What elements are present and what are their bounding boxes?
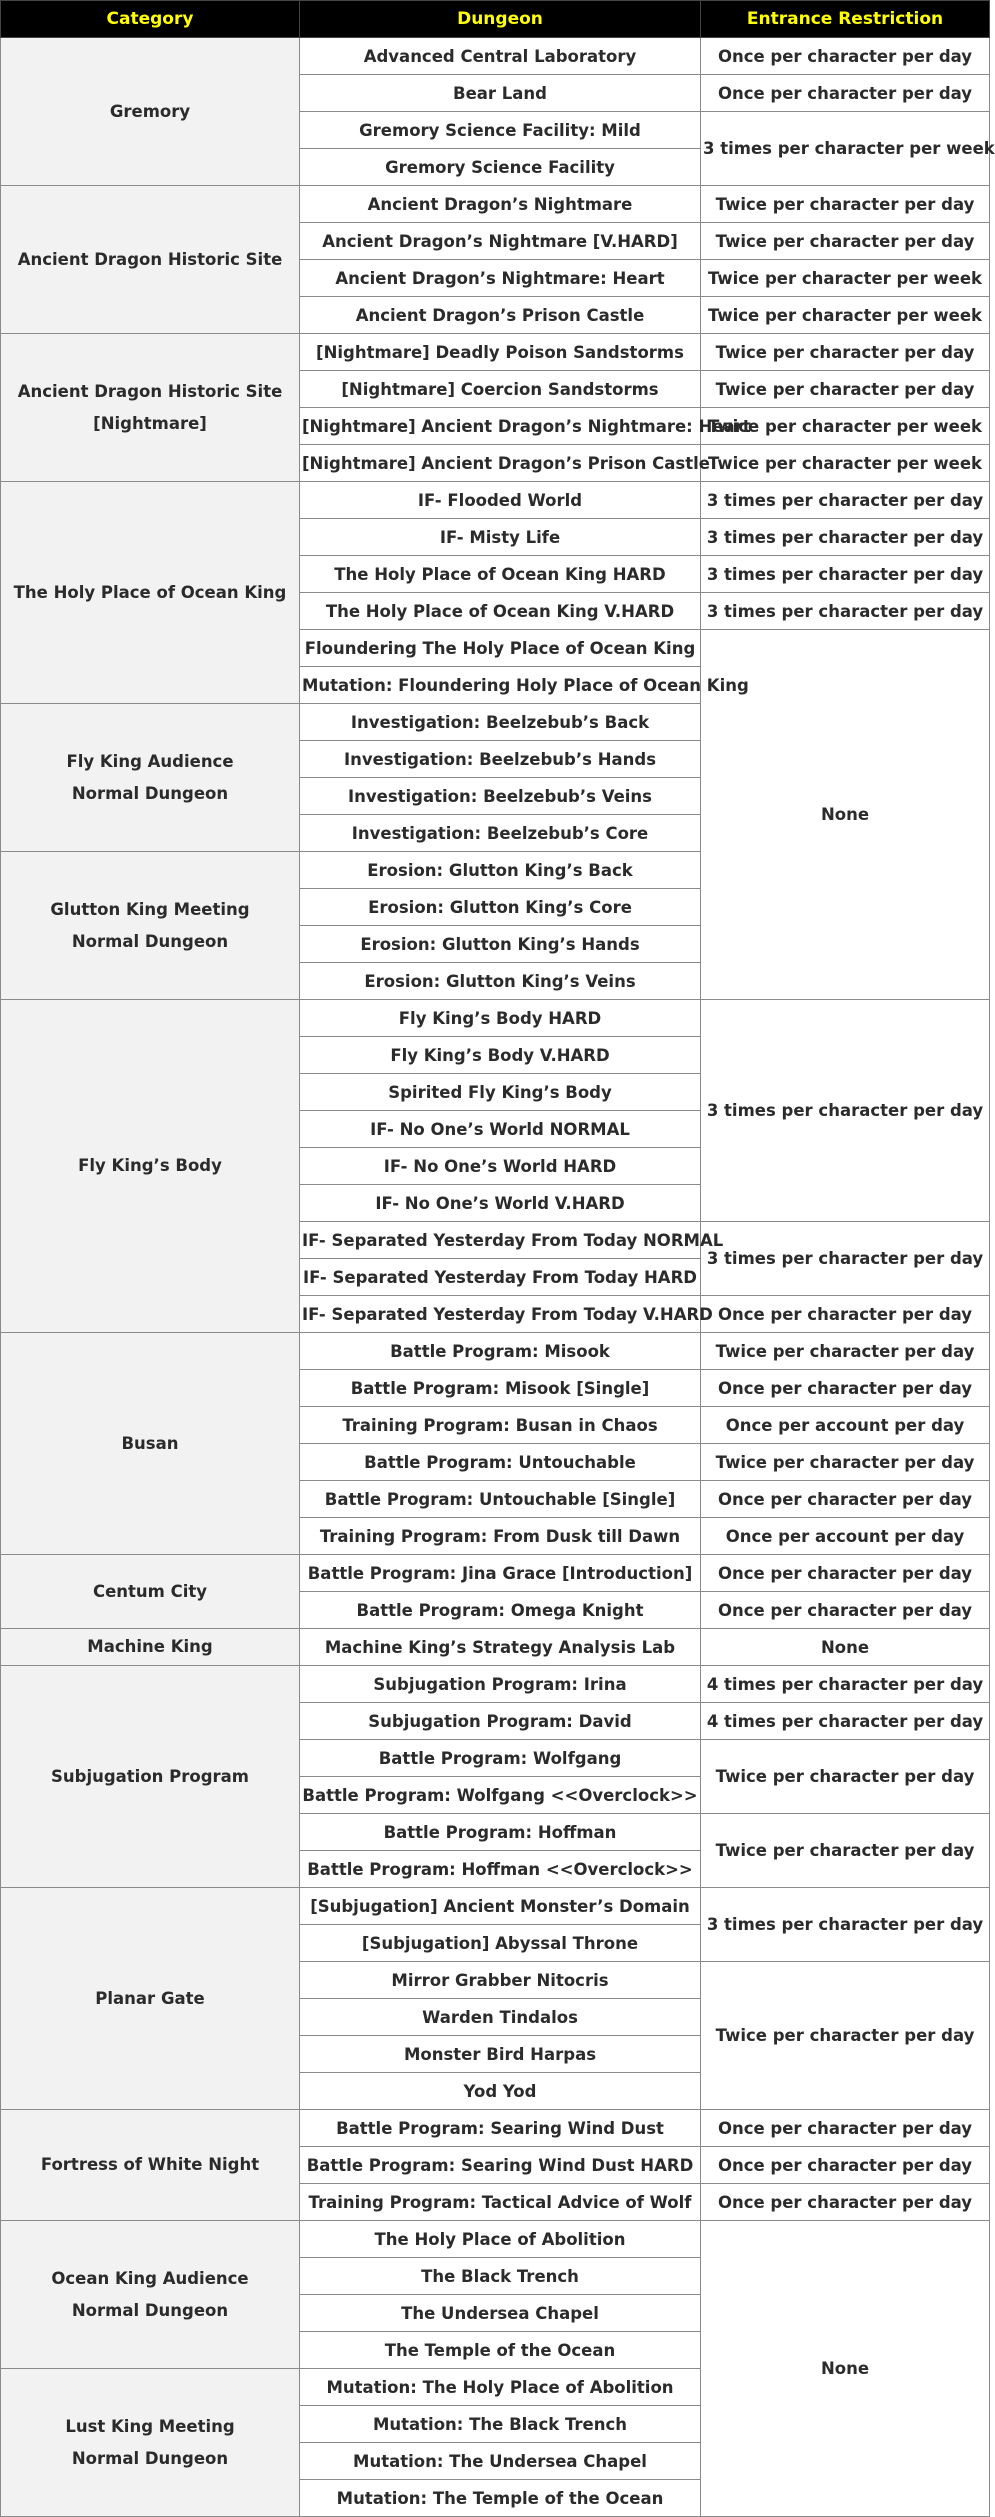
category-label: Normal Dungeon: [71, 2448, 229, 2468]
category-cell: [1, 38, 300, 186]
dungeon-cell: Fly King’s Body HARD: [300, 1000, 701, 1037]
dungeon-cell: Ancient Dragon’s Nightmare [V.HARD]: [300, 223, 701, 260]
dungeon-cell: Battle Program: Hoffman: [300, 1814, 701, 1851]
restriction-cell: Twice per character per day: [701, 1962, 990, 2110]
dungeon-cell: Training Program: Tactical Advice of Wolf: [300, 2184, 701, 2221]
dungeon-cell: IF- No One’s World HARD: [300, 1148, 701, 1185]
dungeon-cell: Mutation: The Temple of the Ocean: [300, 2480, 701, 2517]
category-label: Planar Gate: [95, 1988, 205, 2008]
restriction-cell: 3 times per character per day: [701, 1222, 990, 1296]
table-row: [1, 1888, 990, 1925]
dungeon-cell: IF- Misty Life: [300, 519, 701, 556]
dungeon-cell: Spirited Fly King’s Body: [300, 1074, 701, 1111]
dungeon-cell: Yod Yod: [300, 2073, 701, 2110]
restriction-cell: 3 times per character per day: [701, 1000, 990, 1222]
restriction-cell: Twice per character per day: [701, 1444, 990, 1481]
dungeon-cell: IF- Separated Yesterday From Today HARD: [300, 1259, 701, 1296]
table-row: [1, 38, 990, 75]
restriction-cell: Twice per character per day: [701, 334, 990, 371]
header-entrance-restriction: Entrance Restriction: [701, 1, 990, 38]
dungeon-cell: The Holy Place of Ocean King HARD: [300, 556, 701, 593]
dungeon-cell: Bear Land: [300, 75, 701, 112]
dungeon-cell: The Temple of the Ocean: [300, 2332, 701, 2369]
dungeon-cell: The Black Trench: [300, 2258, 701, 2295]
category-label: Centum City: [92, 1581, 208, 1601]
category-label: The Holy Place of Ocean King: [13, 582, 287, 602]
dungeon-cell: IF- No One’s World V.HARD: [300, 1185, 701, 1222]
category-cell: [1, 2369, 300, 2517]
dungeon-cell: Training Program: Busan in Chaos: [300, 1407, 701, 1444]
dungeon-cell: Battle Program: Misook [Single]: [300, 1370, 701, 1407]
table-row: [1, 334, 990, 371]
restriction-cell: Once per character per day: [701, 2184, 990, 2221]
restriction-cell: 3 times per character per day: [701, 519, 990, 556]
restriction-cell: None: [701, 1629, 990, 1666]
dungeon-cell: IF- Separated Yesterday From Today V.HARD: [300, 1296, 701, 1333]
dungeon-cell: Subjugation Program: Irina: [300, 1666, 701, 1703]
dungeon-cell: IF- Separated Yesterday From Today NORMAL: [300, 1222, 701, 1259]
dungeon-cell: Battle Program: Searing Wind Dust: [300, 2110, 701, 2147]
category-label: Fly King’s Body: [78, 1156, 222, 1175]
category-label: Machine King: [87, 1637, 213, 1656]
restriction-cell: 3 times per character per day: [701, 1888, 990, 1962]
dungeon-cell: IF- Flooded World: [300, 482, 701, 519]
dungeon-cell: Battle Program: Misook: [300, 1333, 701, 1370]
dungeon-cell: Investigation: Beelzebub’s Veins: [300, 778, 701, 815]
restriction-cell: 4 times per character per day: [701, 1666, 990, 1703]
restriction-cell: Once per character per day: [701, 2147, 990, 2184]
category-label: Ancient Dragon Historic Site: [17, 249, 283, 269]
restriction-cell: Twice per character per day: [701, 186, 990, 223]
dungeon-cell: The Holy Place of Abolition: [300, 2221, 701, 2258]
table-row: [1, 1666, 990, 1703]
restriction-cell: Once per character per day: [701, 38, 990, 75]
dungeon-cell: Advanced Central Laboratory: [300, 38, 701, 75]
category-cell: [1, 2110, 300, 2221]
dungeon-cell: [Nightmare] Ancient Dragon’s Prison Castle: [300, 445, 701, 482]
restriction-cell: Twice per character per day: [701, 1740, 990, 1814]
restriction-cell: Twice per character per week: [701, 260, 990, 297]
dungeon-cell: Battle Program: Wolfgang: [300, 1740, 701, 1777]
dungeon-cell: Battle Program: Searing Wind Dust HARD: [300, 2147, 701, 2184]
dungeon-cell: Floundering The Holy Place of Ocean King: [300, 630, 701, 667]
category-cell: [1, 1333, 300, 1555]
category-label: [Nightmare]: [93, 413, 207, 433]
restriction-cell: 3 times per character per week: [701, 112, 990, 186]
restriction-cell: Twice per character per day: [701, 1333, 990, 1370]
category-label: Lust King Meeting: [65, 2416, 235, 2436]
dungeon-cell: Erosion: Glutton King’s Hands: [300, 926, 701, 963]
dungeon-cell: Erosion: Glutton King’s Veins: [300, 963, 701, 1000]
restriction-cell: Once per character per day: [701, 1296, 990, 1333]
table-body: [1, 38, 995, 2517]
dungeon-cell: Mirror Grabber Nitocris: [300, 1962, 701, 1999]
restriction-cell: Twice per character per day: [701, 371, 990, 408]
dungeon-cell: [Nightmare] Deadly Poison Sandstorms: [300, 334, 701, 371]
category-label: Gremory: [109, 101, 191, 121]
dungeon-cell: Subjugation Program: David: [300, 1703, 701, 1740]
dungeon-cell: Gremory Science Facility: [300, 149, 701, 186]
restriction-cell: Once per character per day: [701, 1592, 990, 1629]
dungeon-cell: Gremory Science Facility: Mild: [300, 112, 701, 149]
dungeon-cell: [Subjugation] Abyssal Throne: [300, 1925, 701, 1962]
dungeon-cell: Battle Program: Jina Grace [Introduction]: [300, 1555, 701, 1592]
category-cell: [1, 1555, 300, 1629]
dungeon-cell: Battle Program: Omega Knight: [300, 1592, 701, 1629]
dungeon-cell: Investigation: Beelzebub’s Core: [300, 815, 701, 852]
dungeon-cell: Battle Program: Untouchable [Single]: [300, 1481, 701, 1518]
category-label: Fortress of White Night: [40, 2155, 260, 2174]
restriction-cell: 3 times per character per day: [701, 593, 990, 630]
restriction-cell: None: [701, 2221, 990, 2517]
dungeon-cell: Ancient Dragon’s Nightmare: Heart: [300, 260, 701, 297]
table-row: [1, 1555, 990, 1592]
category-cell: [1, 852, 300, 1000]
category-label: Normal Dungeon: [71, 783, 229, 803]
dungeon-cell: IF- No One’s World NORMAL: [300, 1111, 701, 1148]
dungeon-cell: Training Program: From Dusk till Dawn: [300, 1518, 701, 1555]
restriction-cell: 4 times per character per day: [701, 1703, 990, 1740]
table-row: [1, 1333, 990, 1370]
dungeon-cell: Erosion: Glutton King’s Back: [300, 852, 701, 889]
dungeon-cell: [Nightmare] Coercion Sandstorms: [300, 371, 701, 408]
table-row: [1, 1000, 990, 1037]
dungeon-cell: Warden Tindalos: [300, 1999, 701, 2036]
category-cell: [1, 1629, 300, 1666]
restriction-cell: Once per character per day: [701, 1555, 990, 1592]
category-label: Glutton King Meeting: [50, 899, 250, 919]
dungeon-cell: Monster Bird Harpas: [300, 2036, 701, 2073]
category-cell: [1, 1666, 300, 1888]
header-category: Category: [1, 1, 300, 38]
header-dungeon: Dungeon: [300, 1, 701, 38]
dungeon-cell: Battle Program: Hoffman <<Overclock>>: [300, 1851, 701, 1888]
dungeon-cell: Mutation: The Holy Place of Abolition: [300, 2369, 701, 2406]
category-label: Ancient Dragon Historic Site: [17, 381, 283, 401]
restriction-cell: Once per account per day: [701, 1407, 990, 1444]
dungeon-cell: Erosion: Glutton King’s Core: [300, 889, 701, 926]
category-cell: [1, 1888, 300, 2110]
restriction-cell: Twice per character per week: [701, 297, 990, 334]
dungeon-cell: Ancient Dragon’s Nightmare: [300, 186, 701, 223]
restriction-cell: Once per character per day: [701, 1481, 990, 1518]
restriction-cell: Once per character per day: [701, 75, 990, 112]
restriction-cell: 3 times per character per day: [701, 482, 990, 519]
restriction-cell: Twice per character per week: [701, 445, 990, 482]
restriction-cell: Once per character per day: [701, 1370, 990, 1407]
restriction-cell: None: [701, 630, 990, 1000]
restriction-cell: 3 times per character per day: [701, 556, 990, 593]
category-label: Normal Dungeon: [71, 2300, 229, 2320]
dungeon-cell: Investigation: Beelzebub’s Hands: [300, 741, 701, 778]
category-label: Normal Dungeon: [71, 931, 229, 951]
category-cell: [1, 334, 300, 482]
category-cell: [1, 186, 300, 334]
table-row: [1, 186, 990, 223]
restriction-cell: Once per account per day: [701, 1518, 990, 1555]
restriction-cell: Twice per character per day: [701, 1814, 990, 1888]
category-cell: [1, 1000, 300, 1333]
category-cell: [1, 2221, 300, 2369]
category-label: Busan: [121, 1433, 179, 1453]
restriction-cell: Once per character per day: [701, 2110, 990, 2147]
dungeon-cell: Battle Program: Wolfgang <<Overclock>>: [300, 1777, 701, 1814]
table-row: [1, 2110, 990, 2147]
dungeon-cell: [Subjugation] Ancient Monster’s Domain: [300, 1888, 701, 1925]
category-cell: [1, 482, 300, 704]
restriction-cell: Twice per character per day: [701, 223, 990, 260]
category-label: Ocean King Audience: [51, 2268, 249, 2288]
dungeon-cell: [Nightmare] Ancient Dragon’s Nightmare: Heart: [300, 408, 701, 445]
table-row: [1, 482, 990, 519]
table-row: [1, 1629, 990, 1666]
dungeon-cell: Machine King’s Strategy Analysis Lab: [300, 1629, 701, 1666]
dungeon-cell: Mutation: Floundering Holy Place of Ocean King: [300, 667, 701, 704]
dungeon-cell: Ancient Dragon’s Prison Castle: [300, 297, 701, 334]
dungeon-cell: Battle Program: Untouchable: [300, 1444, 701, 1481]
dungeon-cell: Mutation: The Black Trench: [300, 2406, 701, 2443]
dungeon-cell: The Holy Place of Ocean King V.HARD: [300, 593, 701, 630]
table-row: [1, 2221, 990, 2258]
table-header-row: [1, 1, 990, 38]
restriction-cell: Twice per character per week: [701, 408, 990, 445]
dungeon-cell: Fly King’s Body V.HARD: [300, 1037, 701, 1074]
category-label: Subjugation Program: [51, 1766, 249, 1786]
category-cell: [1, 704, 300, 852]
dungeon-cell: Investigation: Beelzebub’s Back: [300, 704, 701, 741]
category-label: Fly King Audience: [66, 751, 234, 771]
dungeon-cell: The Undersea Chapel: [300, 2295, 701, 2332]
dungeon-cell: Mutation: The Undersea Chapel: [300, 2443, 701, 2480]
